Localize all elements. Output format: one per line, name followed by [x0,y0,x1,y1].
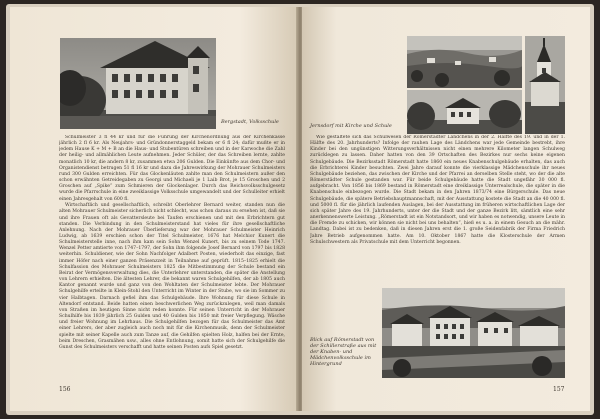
photo-bergstadt-school [60,38,216,129]
photo-caption-bottom: Blick auf Römerstadt von der Schillerstraße aus mit der Knaben- und Mädchenvolksschule im Hintergrund [310,337,377,367]
body-text-right [310,135,565,272]
photo-caption: Bergstadt, Volksschule [221,119,279,125]
paragraph: Schulmeister 3 fl 44 kr und für die Führung der Kirchenordnung aus der Kirchenkasse jährlich 2 fl 6 kr. Als Neujahrs- und Gründonnerstaggeld bekam er 6 fl 24; dafür mußte er in jedem Hause K + M + B an die Haus- und Stubentüren schreiben und in der Karwoche die Zahl der heilig- und allmählichen Leute aufnehmen. Jeder Schüler, der das Schreiben lernte, zahlte monatlich 10 kr, die andern 8 kr, zusammen etwa 206 Gulden. Die Einkünfte aus dem Chor- und Organistendienst betrugen 51 fl 16 kr und dazu die Jahreswirkung der Mohrauer Schulmeisters rund 300 Gulden erreichten. Für das Glockenläuten zahlte man den Schulmeistern außer den schon erwähnten Getreidegaben zu Georgi und Michaeli je 1 Laib Brot, je 15 Groschen und 2 Groschen auf „Spike“ zum Schmieren der Glockenlager. Durch das Reichsvolksschulgesetz wurde die Pfarrschule in eine zweiklassige Volksschule umgewandelt und der Schulleiter erhielt einen Jahresgehalt von 600 fl. [59,135,285,202]
church-illustration [525,36,565,134]
paragraph: Wie gestaltete sich das Schulwesen der Römerstädter Ländchens in der 2. Hälfte des 19. und in der 1. Hälfte des 20. Jahrhunderts? Infolge der rauhen Lage des Ländchens war jede Gemeinde bestrebt, ihre Kinder bei den ungünstigen Witterungsverhältnissen nicht einen mehrere Kilometer langen Schulweg zurücklegen zu lassen. Daher hatten von den 39 Ortschaften des Bezirkes nur sechs keine eigenen Schulgebäude. Die Bezirksstadt Römerstadt hatte 1860 ein neues Knabenschulgebäude erhalten, das auch die Erbrichterei Kinder besuchten. Zwei Jahre darauf konnte die vierklassige Mädchenschule ihr neues Schulgebäude beziehen, das zwischen der Kirche und der Pfarrei an derselben Stelle steht, wo der die alte Römerstädter Schule gestanden war. Für beide Schulgebäude hatte die Stadt ungefähr 30 000 fl. aufgebracht. Von 1856 bis 1869 bestand in Römerstadt eine dreiklassige Unterrealschule, die später in die Knabenschule einbezogen wurde. Die Stadt bekam in den Jahren 1873/74 eine Bürgerschule. Das neue Schulgebäude, die spätere Betriebshauptmannschaft, mit der Ausstattung kostete die Stadt an die 40 000 fl. und 5000 fl. für die jährlich laufenden Auslagen, bei der Ausstattung im früheren wirtschaftlichen Lage der sich später Jahre des 19. Jahrhunderts, unter der die Stadt und der ganze Bezirk litt, sämtlich eine sehr anerkennenswerte Leistung. „Römerstadt ist ein Notstandsort, und wir haben es notwendig, unsere Leute in die Fremde zu schicken, wir können sie nicht bei uns behalten“, hieß es u. a. in einem Gesuch an die mähr. Landtag. Dabei ist zu bedenken, daß in diesen Jahren erst die 1. große Seidenfabrik der Firma Friedrich Jahre Betrieb aufgenommen hatte. Am 10. Oktober 1867 hatte die Klosterschule der Armen Schulschwestern als Privatschule mit dem Unterricht begonnen. [310,135,565,245]
open-book [6,4,594,415]
photo-roemerstadt-view [382,288,565,378]
school-house-illustration [407,90,522,134]
school-building-illustration [60,38,216,129]
right-page [302,7,590,411]
page-number: 157 [553,386,565,393]
photo-caption-top: Jernsdorf mit Kirche und Schule [310,123,392,129]
town-view-illustration [382,288,565,378]
photo-jernsdorf-school-house [407,90,522,134]
paragraph: Wirtschaftlich und gesellschaftlich, schreibt Oberlehrer Bernard weiter, standen nun die alten Mohrauer Schulmeister sicherlich nicht schlecht, was schon daraus zu ersehen ist, daß sie und ihre Frauen oft als Gevattersleute bei Taufen erschienen und mit den Erbrichtern gut standen. Die Verbindung in den Schulmeisterstand hat vieles für ihre gesellschaftliche Anlehnung. Nach der Mohrauer Überlieferung war der Mohrauer Schulmeister Heinrich Ludwig, ab 1639 erschien schon der Titel Schulmeister, 1676 hat Melchior Kunert die Schulmeisterstelle inne, nach ihm kam sein Sohn Wenzel Kunert, bis zu seinem Tode 1747. Wenzel Petter amtierte von 1747–1797, der Sohn ihm folgende Josef Bernard von 1797 bis 1828 weiterhin. Schuldiener, wie der Sohn Nachfolger Adalbert Posten, wiederholt das einzige, fast immer Höfer nach einer ganzen Präsenzzeit in Teilnahme auf geprüft. 1815–1825 erhielt die Schulfassion des Mohrauer Schulmeisters 1825 die Mitbestimmung der Schule bestand ein Beirat der Vermögensverwaltung dies, die Unterlehrer unterstanden, die später die Anstellung von Lehrern erhielten. Die ältesten Lehrer, die bekannt waren Schulgehilfen, der ab 1805 auch Kantor genannt wurde und ganz von den Wohltaten der Schulmeister lebte. Der Mohrauer Schulgehilfe erteilte in Klein-Stohl den Unterricht im Winter in der Stube, wo sie im Sommer zu vier Halbtagen. Darnach gefiel ihm das Schulgebäude. Ihre Wohnung für diese Schule in Altendorf entstand. Beide hatten einen beschwerlichen Weg zurückzulegen, weil man damals von Straßen im heutigen Sinne nicht reden konnte. Für seinen Unterricht in der Mohrauer Schulhilfe bis 1839 jährlich 25 Gulden und 40 Gulden bis 1850 mit freier Verpflegung. Wäsche und freier Wohnung im Lehrhaus. Die Schulgehilfen bezogen für das Schulmeister das Amt einer Lehrers, der aber zugleich auch noch mit für die Kirchenmusik, denn der Schulmeister spielte mit seiner Kapelle auch zum Tanze auf, die Gehilfen spielten Holz, halfen bei der Ernte, beim Dreschen, Grasmähen usw., alles ohne Entlohnung, somit hatte sich der Schulgehilfe die Gunst des Schulmeisters verschafft und hatte seinen Posten aufs Spiel gesetzt. [59,203,285,350]
body-text-left [59,135,285,383]
village-landscape-illustration [407,36,522,88]
photo-jernsdorf-church [525,36,565,134]
page-number: 156 [59,386,71,393]
left-page [10,7,298,411]
photo-jernsdorf-landscape [407,36,522,88]
